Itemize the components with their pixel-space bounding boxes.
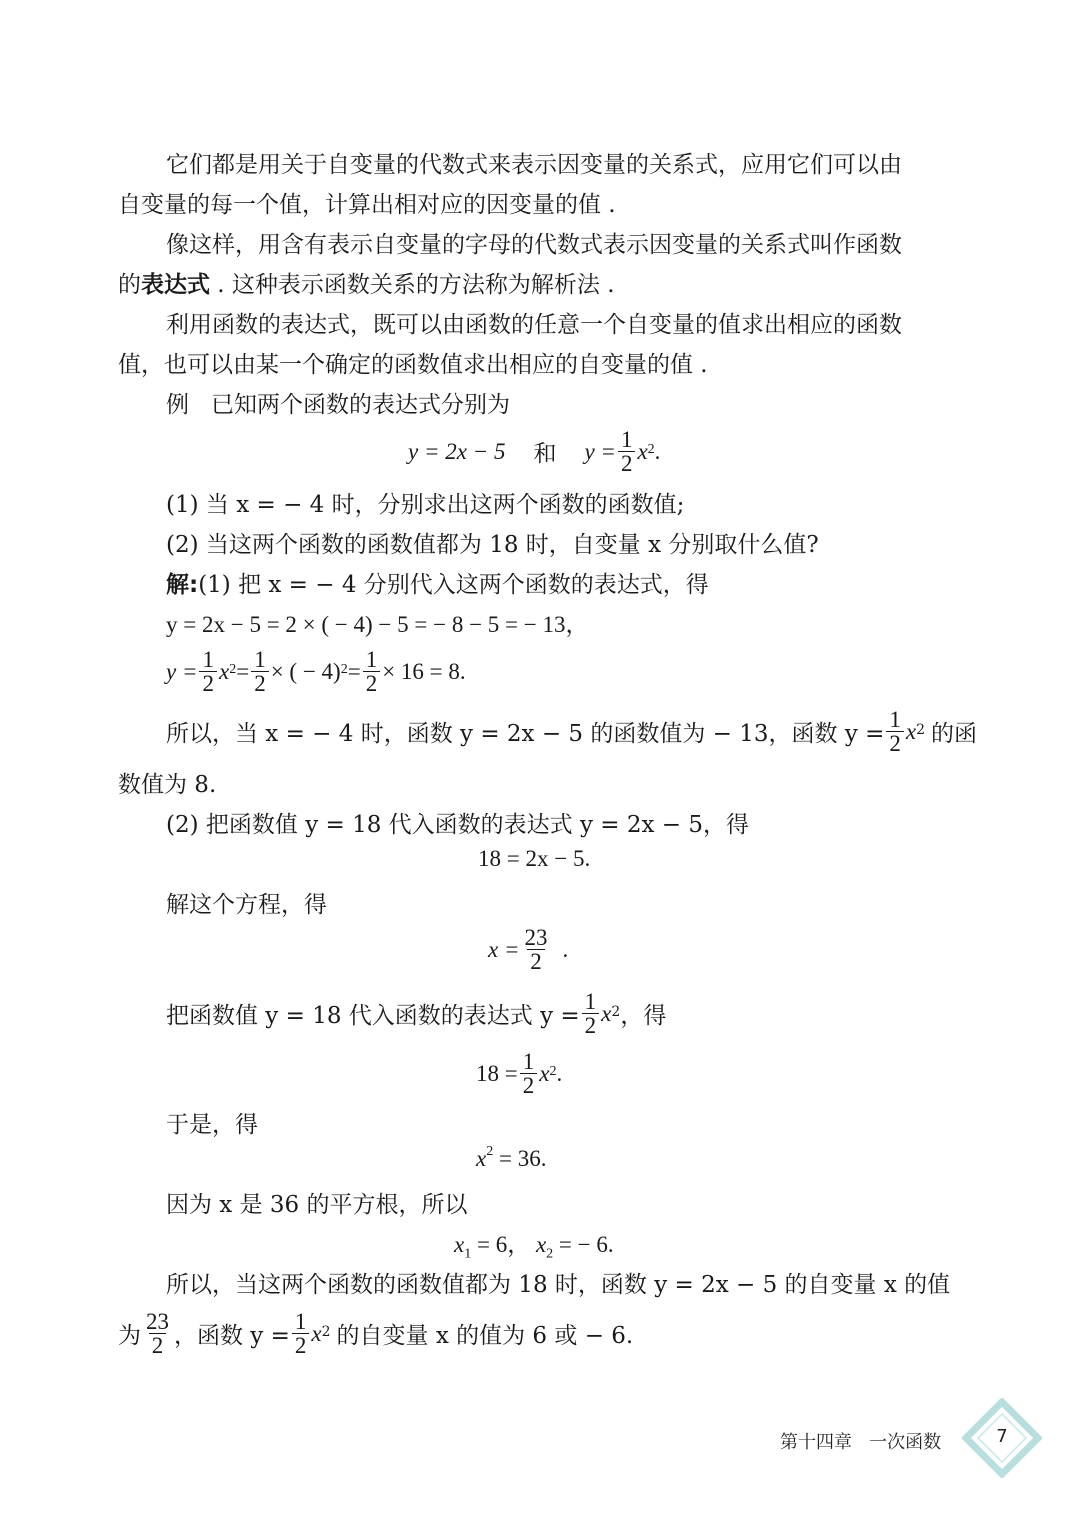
equation-1: y = 2x − 5 = 2 × ( − 4) − 5 = − 8 − 5 = − 13， bbox=[166, 612, 589, 637]
example-functions bbox=[408, 428, 660, 475]
solution-label: 解: bbox=[166, 572, 199, 598]
paragraph-2-line-2 bbox=[118, 266, 615, 299]
equation-5: 18 = $\frac{1}{2}$ x $^2$ . bbox=[476, 1049, 563, 1098]
fraction-23-2: $\frac{23}{2}$ bbox=[146, 1309, 169, 1358]
period: . bbox=[654, 438, 661, 464]
paragraph-1-line-2: 自变量的每一个值，计算出相对应的因变量的值 . bbox=[118, 192, 616, 218]
solve-equation-text: 解这个方程，得 bbox=[166, 892, 327, 918]
variable-x: x bbox=[637, 438, 648, 464]
and-word: 和 bbox=[533, 441, 557, 466]
page-number: 7 bbox=[996, 1426, 1008, 1447]
equation-4: x = $\frac{23}{2}$ . bbox=[488, 925, 569, 974]
paragraph-3-line-1: 利用函数的表达式，既可以由函数的任意一个自变量的值求出相应的函数 bbox=[166, 312, 902, 338]
function-2-prefix: y = bbox=[584, 438, 616, 464]
equation-3: 18 = 2x − 5. bbox=[478, 846, 591, 871]
page-number-badge bbox=[962, 1398, 1042, 1478]
solution-step-2: (2) 把函数值 y = 18 代入函数的表达式 y = 2x − 5，得 bbox=[166, 812, 749, 838]
fraction-half: $\frac{1}{2}$ bbox=[292, 1310, 310, 1357]
solution-step-3: 把函数值 y = 18 代入函数的表达式 y = $\frac{1}{2}$ x $^2$ ，得 bbox=[166, 989, 667, 1038]
solution-step-1-text: (1) 把 x = − 4 分别代入这两个函数的表达式，得 bbox=[198, 572, 709, 598]
paragraph-1-line-1: 它们都是用关于自变量的代数式来表示因变量的关系式，应用它们可以由 bbox=[166, 152, 902, 178]
example-intro bbox=[166, 386, 510, 419]
fraction-half: $\frac{1}{2}$ bbox=[520, 1050, 538, 1097]
question-2: (2) 当这两个函数的函数值都为 18 时，自变量 x 分别取什么值? bbox=[166, 532, 819, 558]
fraction-half: $\frac{1}{2}$ bbox=[618, 428, 636, 475]
example-intro-text: 已知两个函数的表达式分别为 bbox=[210, 392, 510, 418]
equation-2: y = $\frac{1}{2}$ x $^2$ = $\frac{1}{2}$ × ( − 4) $^2$ = $\frac{1}{2}$ × 16 = 8. bbox=[166, 647, 466, 696]
chapter-number: 第十四章 bbox=[780, 1432, 852, 1453]
fraction-half: $\frac{1}{2}$ bbox=[363, 648, 381, 695]
term-expression: 表达式 bbox=[141, 272, 210, 298]
paragraph-3-line-2: 值，也可以由某一个确定的函数值求出相应的自变量的值 . bbox=[118, 352, 708, 378]
paragraph-2-line-1: 像这样，用含有表示自变量的字母的代数式表示因变量的关系式叫作函数 bbox=[166, 232, 902, 258]
conclusion-1-line-2: 数值为 8. bbox=[118, 772, 217, 798]
fraction-half: $\frac{1}{2}$ bbox=[582, 990, 600, 1037]
fraction-half: $\frac{1}{2}$ bbox=[199, 648, 217, 695]
fraction-23-2: $\frac{23}{2}$ bbox=[524, 925, 548, 974]
equation-7: $x_1 = 6$， $x_2$ = − 6. bbox=[454, 1232, 614, 1262]
thus-text: 于是，得 bbox=[166, 1112, 258, 1138]
footer-chapter bbox=[780, 1428, 941, 1454]
exponent: 2 bbox=[647, 441, 655, 457]
equation-6: $x^2 = 36$. bbox=[476, 1144, 547, 1171]
final-line-1: 所以，当这两个函数的函数值都为 18 时，函数 y = 2x − 5 的自变量 x 的值 bbox=[166, 1272, 951, 1298]
chapter-title: 一次函数 bbox=[869, 1432, 942, 1453]
solution-step-1 bbox=[166, 566, 709, 599]
function-1: y = 2x − 5 bbox=[408, 438, 506, 464]
final-line-2: 为 $\frac{23}{2}$ ，函数 y = $\frac{1}{2}$ x $^2$ 的自变量 x 的值为 6 或 − 6. bbox=[118, 1309, 634, 1358]
because-text: 因为 x 是 36 的平方根，所以 bbox=[166, 1192, 468, 1218]
paragraph-2-prefix: 的 bbox=[118, 272, 141, 298]
question-1: (1) 当 x = − 4 时，分别求出这两个函数的函数值; bbox=[166, 492, 685, 518]
fraction-half: $\frac{1}{2}$ bbox=[251, 648, 269, 695]
conclusion-1-line-1: 所以，当 x = − 4 时，函数 y = 2x − 5 的函数值为 − 13，函数 y = $\frac{1}{2}$ x $^2$ 的函 bbox=[166, 707, 978, 756]
paragraph-2-suffix: . 这种表示函数关系的方法称为解析法 . bbox=[210, 272, 615, 298]
fraction-half: $\frac{1}{2}$ bbox=[886, 708, 904, 755]
example-label: 例 bbox=[166, 392, 189, 418]
